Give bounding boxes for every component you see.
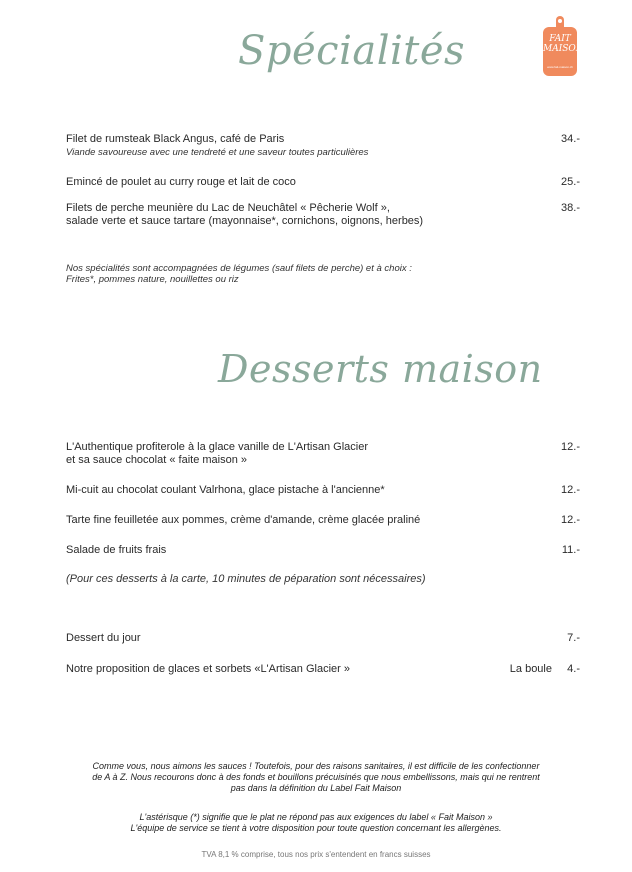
menu-item-rumsteak	[66, 133, 580, 159]
logo-url: www.fait-maison.ch	[547, 65, 573, 69]
item-price: 11.-	[561, 544, 580, 556]
menu-item-profiterole	[66, 441, 580, 467]
note-line: Nos spécialités sont accompagnées de légumes (sauf filets de perche) et à choix :	[66, 263, 412, 274]
logo-line1: FAIT	[549, 34, 571, 44]
specialites-note	[66, 263, 566, 285]
item-name: Tarte fine feuilletée aux pommes, crème d'amande, crème glacée praliné	[66, 514, 421, 526]
item-name: Mi-cuit au chocolat coulant Valrhona, glace pistache à l'ancienne*	[66, 484, 385, 496]
footer-line: pas dans la définition du Label Fait Maison	[230, 783, 402, 793]
desserts-note: (Pour ces desserts à la carte, 10 minutes de péparation sont nécessaires)	[66, 573, 426, 585]
menu-item-poulet	[66, 176, 580, 189]
section-title-specialites: Spécialités	[238, 28, 466, 74]
menu-item-salade-fruits	[66, 544, 580, 557]
asterisk-disclaimer	[60, 812, 572, 834]
item-name: Filet de rumsteak Black Angus, café de Paris	[66, 133, 285, 145]
note-line: Frites*, pommes nature, nouillettes ou riz	[66, 274, 239, 285]
tva-note: TVA 8,1 % comprise, tous nos prix s'entendent en francs suisses	[201, 850, 431, 859]
item-name: Filets de perche meunière du Lac de Neuchâtel « Pêcherie Wolf »,	[66, 202, 390, 214]
menu-item-perche	[66, 202, 580, 228]
item-price: 34.-	[561, 133, 580, 145]
menu-item-dessert-du-jour	[66, 632, 580, 645]
footer-line: L'astérisque (*) signifie que le plat ne répond pas aux exigences du label « Fait Maison »	[139, 812, 493, 822]
sauces-disclaimer	[60, 761, 572, 794]
item-name-line2: salade verte et sauce tartare (mayonnaise*, cornichons, oignons, herbes)	[66, 215, 424, 227]
item-price: 38.-	[561, 202, 580, 214]
item-price: 12.-	[561, 441, 580, 453]
footer-line: L'équipe de service se tient à votre disposition pour toute question concernant les allergènes.	[130, 823, 502, 833]
item-name: L'Authentique profiterole à la glace vanille de L'Artisan Glacier	[66, 441, 368, 453]
item-price: 25.-	[561, 176, 580, 188]
item-price: 4.-	[567, 663, 580, 675]
fait-maison-logo	[543, 16, 584, 76]
item-price: 12.-	[561, 484, 580, 496]
logo-hole-shape	[558, 19, 562, 23]
section-title-desserts: Desserts maison	[218, 347, 543, 391]
item-unit: La boule	[509, 663, 552, 675]
item-name-line2: et sa sauce chocolat « faite maison »	[66, 454, 247, 466]
item-price: 7.-	[567, 632, 580, 644]
item-price: 12.-	[561, 514, 580, 526]
logo-line2: MAISON	[543, 44, 584, 54]
menu-item-tarte	[66, 514, 580, 527]
menu-item-mi-cuit	[66, 484, 580, 497]
item-name: Dessert du jour	[66, 632, 141, 644]
item-name: Emincé de poulet au curry rouge et lait de coco	[66, 176, 296, 188]
footer-line: Comme vous, nous aimons les sauces ! Toutefois, pour des raisons sanitaires, il est difficile de les confectionner	[92, 761, 540, 771]
item-name: Notre proposition de glaces et sorbets «L'Artisan Glacier »	[66, 663, 350, 675]
menu-item-glaces	[66, 663, 580, 676]
item-name: Salade de fruits frais	[66, 544, 167, 556]
logo-text	[543, 34, 584, 54]
footer-line: de A à Z. Nous recourons donc à des fonds et bouillons précuisinés que nous embellissons, mais qui ne rentrent	[92, 772, 540, 782]
item-description: Viande savoureuse avec une tendreté et une saveur toutes particulières	[66, 147, 369, 158]
